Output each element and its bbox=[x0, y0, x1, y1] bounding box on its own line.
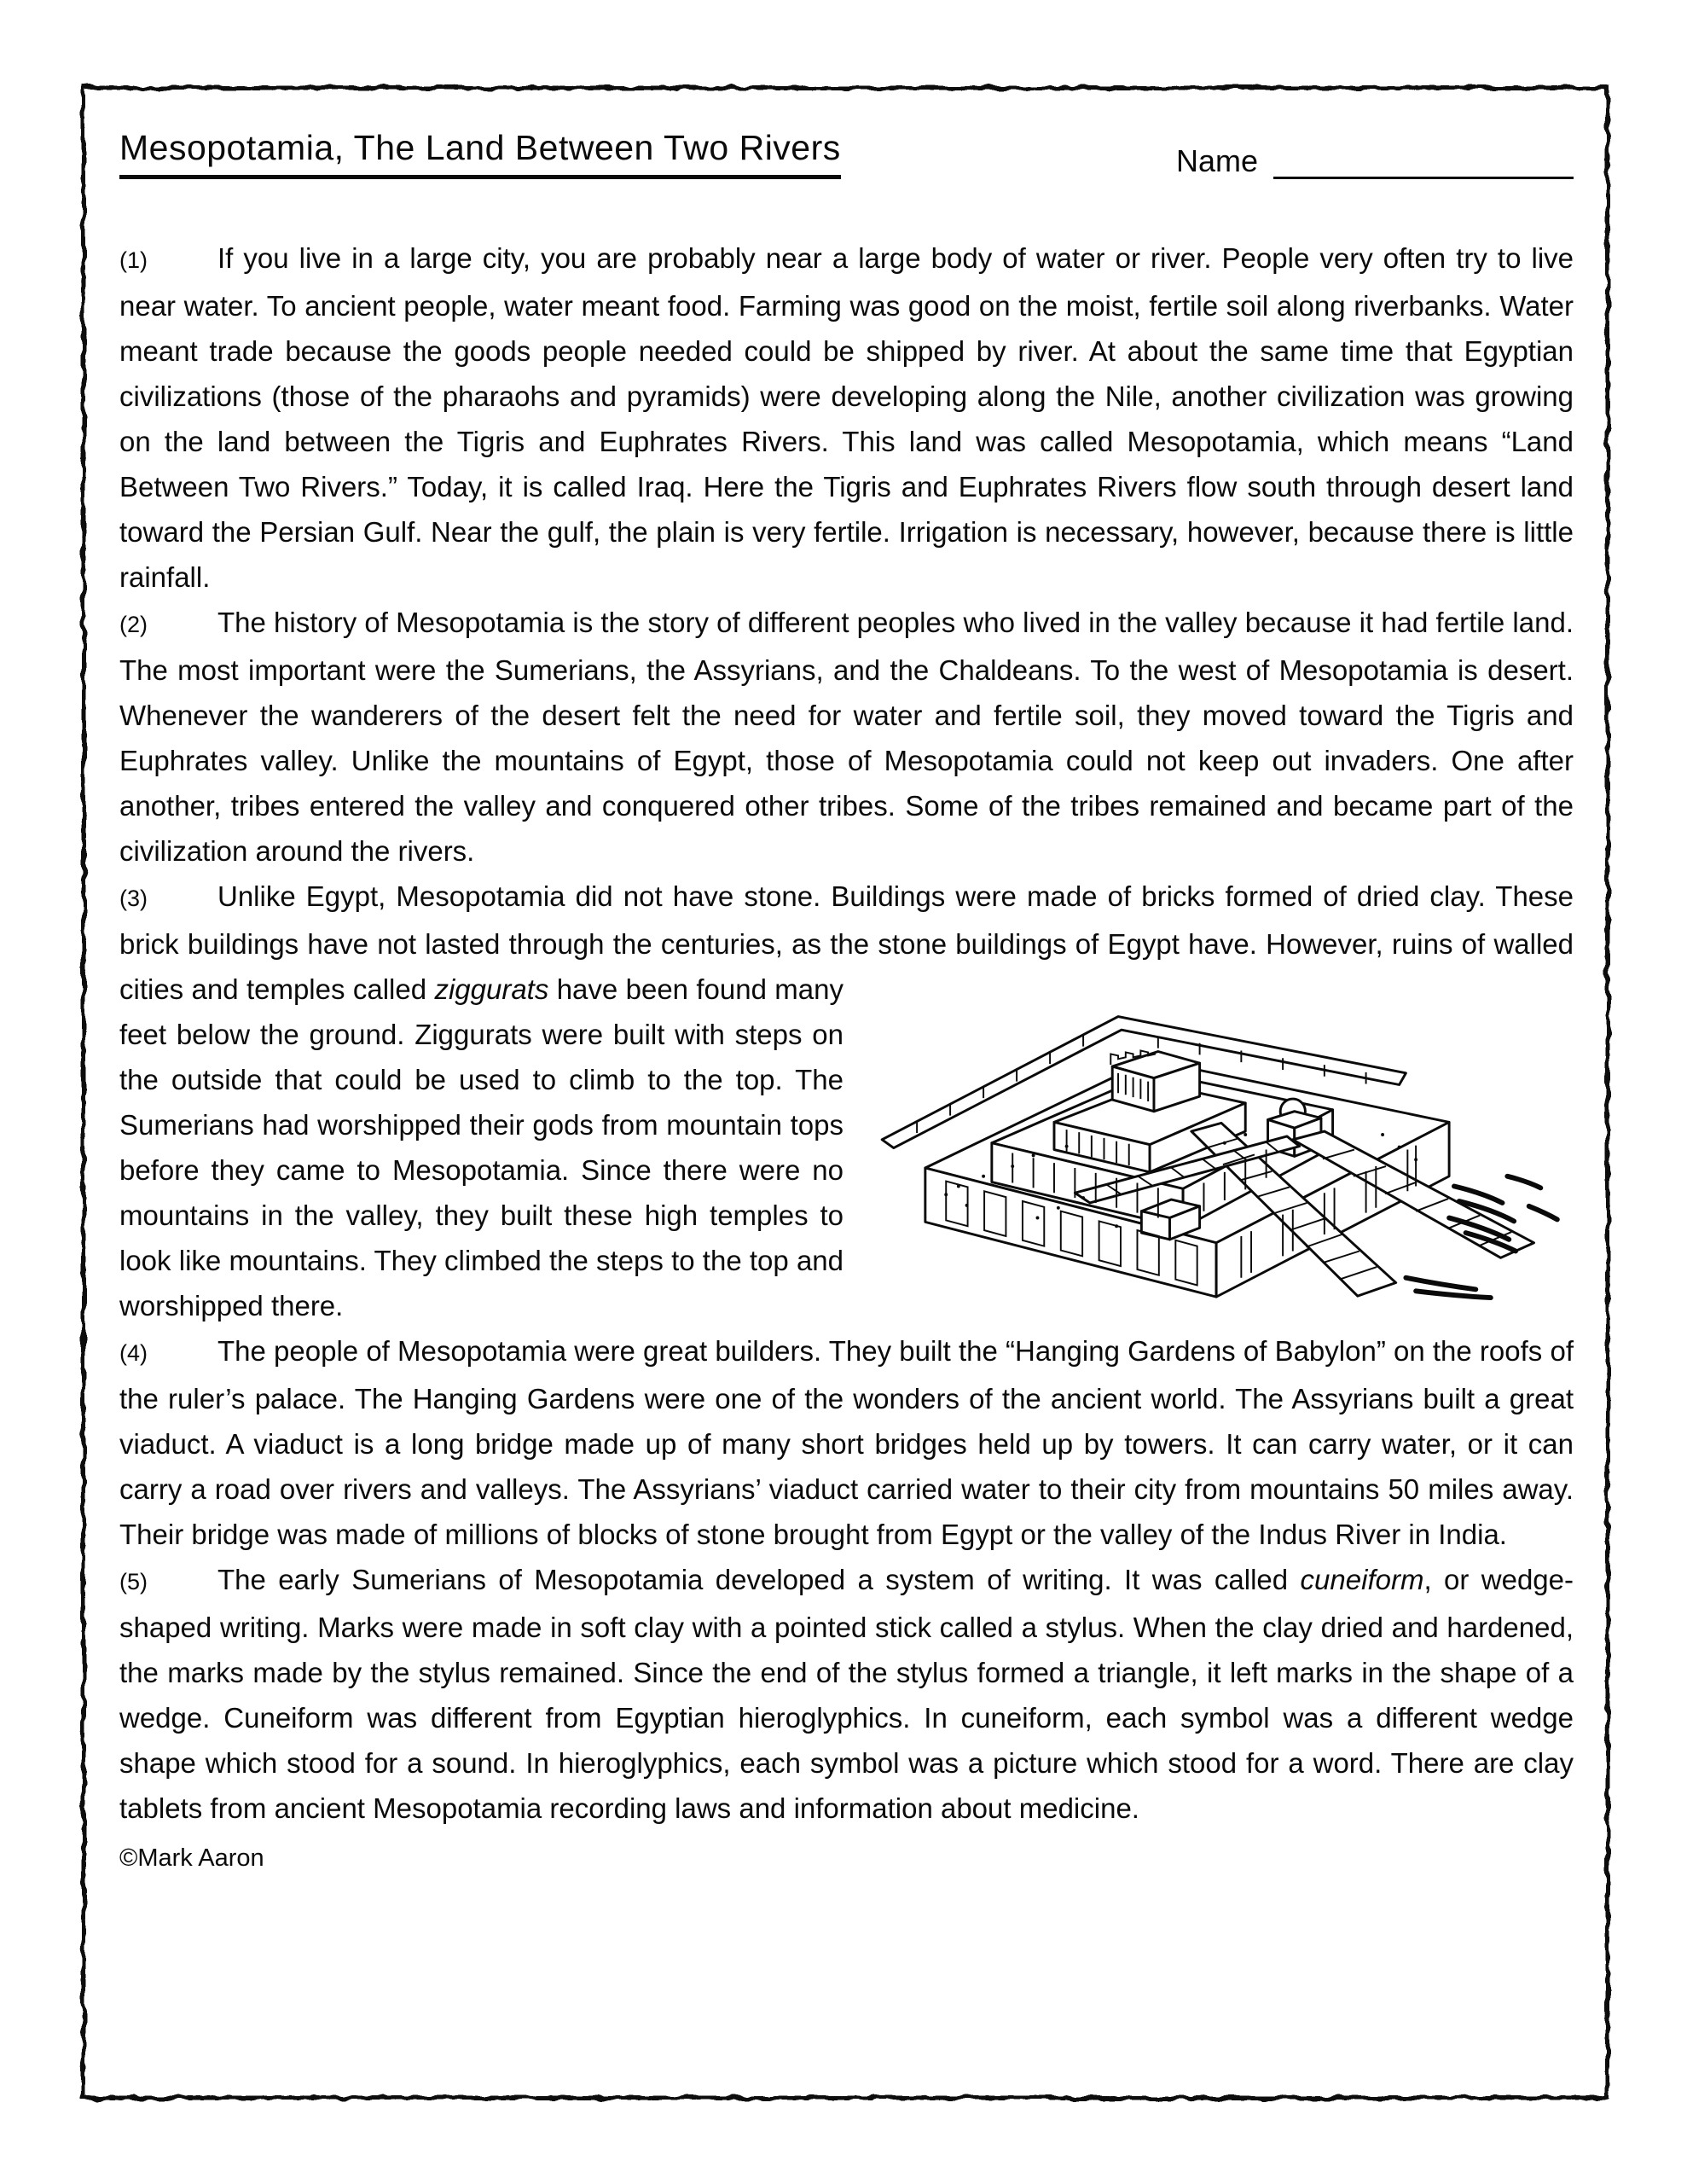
ziggurat-drawing bbox=[866, 968, 1574, 1301]
paragraph-5-number: (5) bbox=[119, 1569, 148, 1594]
paragraph-1-text: If you live in a large city, you are probably near a large body of water or river. People very often try to live near water. To ancient people, water meant food. Farming was good on the moist, fertile soil along riverbanks. Water meant trade because the goods people needed could be shipped by river. At about the same time that Egyptian civilizations (those of the pharaohs and pyramids) were developing along the Nile, another civilization was growing on the land between the Tigris and Euphrates Rivers. This land was called Mesopotamia, which means “Land Between Two Rivers.” Today, it is called Iraq. Here the Tigris and Euphrates Rivers flow south through desert land toward the Persian Gulf. Near the gulf, the plain is very fertile. Irrigation is necessary, however, because there is little rainfall. bbox=[119, 242, 1574, 593]
paragraph-3-number: (3) bbox=[119, 886, 148, 911]
paragraph-5-text-lead: The early Sumerians of Mesopotamia developed a system of writing. It was called bbox=[217, 1564, 1301, 1595]
paragraph-4 bbox=[119, 1328, 1574, 1557]
name-label: Name bbox=[1175, 143, 1258, 178]
copyright-credit: ©Mark Aaron bbox=[119, 1844, 264, 1872]
ziggurat-illustration bbox=[866, 968, 1574, 1301]
name-field bbox=[1176, 142, 1574, 179]
name-blank-line bbox=[1273, 142, 1574, 179]
paragraph-1 bbox=[119, 235, 1574, 600]
paragraph-1-number: (1) bbox=[119, 247, 148, 273]
paragraph-2-number: (2) bbox=[119, 612, 148, 637]
italic-term-ziggurats: ziggurats bbox=[434, 973, 549, 1005]
paragraph-4-number: (4) bbox=[119, 1340, 148, 1366]
italic-term-cuneiform: cuneiform bbox=[1300, 1564, 1424, 1595]
paragraph-3-text-mid: have been found many bbox=[548, 973, 844, 1005]
paragraph-5 bbox=[119, 1557, 1574, 1831]
paragraph-3 bbox=[119, 874, 1574, 1328]
passage bbox=[119, 235, 1574, 1831]
paragraph-3-text-wrapped: feet below the ground. Ziggurats were built with steps on the outside that could be used to climb to the top. The Sumerians had worshipped their gods from mountain tops before they came to Mesopotamia. Since there were no mountains in the valley, they built these high temples to look like mountains. They climbed the steps to the top and worshipped there. bbox=[119, 1019, 844, 1321]
paragraph-3-text-lead: Unlike Egypt, Mesopotamia did not have stone. Buildings were made of bricks formed of dried clay. These brick buildings have not lasted through the centuries, as the stone buildings of Egypt have. However, ruins of walled cities and temples called bbox=[119, 880, 1574, 1005]
paragraph-5-text-rest: , or wedge-shaped writing. Marks were made in soft clay with a pointed stick called a stylus. When the clay dried and hardened, the marks made by the stylus remained. Since the end of the stylus formed a triangle, it left marks in the shape of a wedge. Cuneiform was different from Egyptian hieroglyphics. In cuneiform, each symbol was a different wedge shape which stood for a sound. In hieroglyphics, each symbol was a picture which stood for a word. There are clay tablets from ancient Mesopotamia recording laws and information about medicine. bbox=[119, 1564, 1574, 1824]
page-content bbox=[119, 128, 1574, 1875]
header-row bbox=[119, 128, 1574, 179]
page-title: Mesopotamia, The Land Between Two Rivers bbox=[119, 128, 841, 179]
paragraph-2-text: The history of Mesopotamia is the story of different peoples who lived in the valley because it had fertile land. The most important were the Sumerians, the Assyrians, and the Chaldeans. To the west of Mesopotamia is desert. Whenever the wanderers of the desert felt the need for water and fertile soil, they moved toward the Tigris and Euphrates valley. Unlike the mountains of Egypt, those of Mesopotamia could not keep out invaders. One after another, tribes entered the valley and conquered other tribes. Some of the tribes remained and became part of the civilization around the rivers. bbox=[119, 607, 1574, 867]
paragraph-4-text: The people of Mesopotamia were great builders. They built the “Hanging Gardens of Babylon” on the roofs of the ruler’s palace. The Hanging Gardens were one of the wonders of the ancient world. The Assyrians built a great viaduct. A viaduct is a long bridge made up of many short bridges held up by towers. It can carry water, or it can carry a road over rivers and valleys. The Assyrians’ viaduct carried water to their city from mountains 50 miles away. Their bridge was made of millions of blocks of stone brought from Egypt or the valley of the Indus River in India. bbox=[119, 1335, 1574, 1550]
paragraph-2 bbox=[119, 600, 1574, 874]
